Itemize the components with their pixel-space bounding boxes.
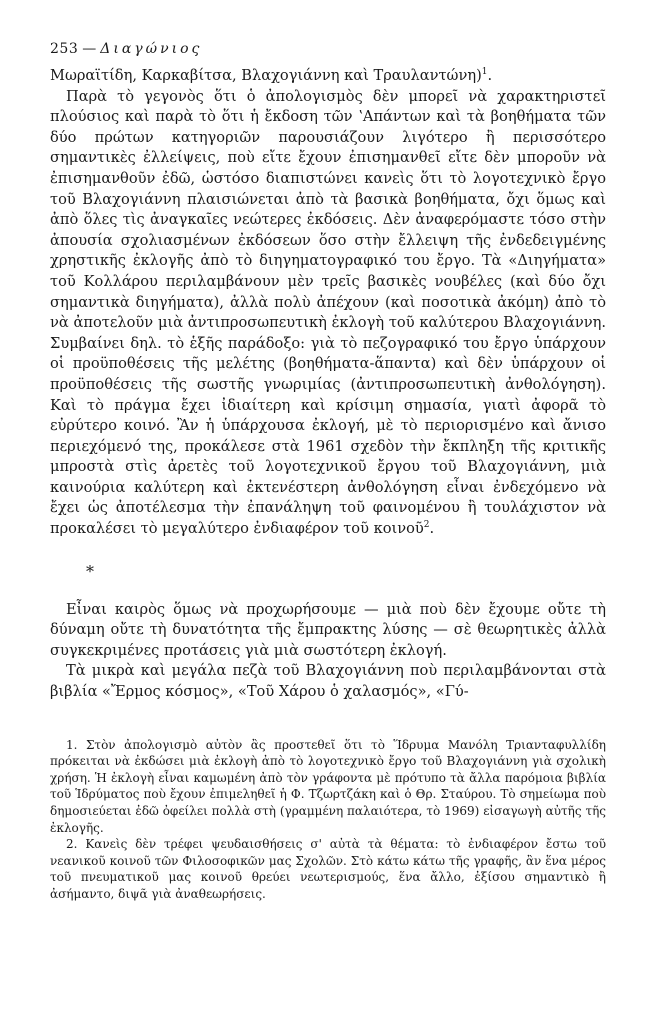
footnote-2: 2. Κανεὶς δὲν τρέφει ψευδαισθήσεις σ' αὐτὰ τὰ θέματα: τὸ ἐνδιαφέρον ἔστω τοῦ νεανικοῦ κοινοῦ τῶν Φιλοσοφικῶν μας Σχολῶν. Στὸ κάτω κάτω τῆς γραφῆς, ἂν ἕνα μέρος τοῦ πνευματικοῦ μας κοινοῦ θρεύει νεωτερισμούς, ἕνα ἄλλο, ἐξίσου σημαντικὸ ἢ ἀσήμαντο, διψᾶ γιὰ ἀναθεωρήσεις. xyxy=(50,837,606,901)
section-break-asterisk: * xyxy=(86,561,94,581)
paragraph-2-text: Παρὰ τὸ γεγονὸς ὅτι ὁ ἀπολογισμὸς δὲν μπορεῖ νὰ χαρακτηριστεῖ πλούσιος καὶ παρὰ τὸ ὅτι ἡ ἔκδοση τῶν ʽΑπάντων καὶ τὰ βοηθήματα τῶν δύο πρώτων κατηγοριῶν παρουσιάζουν λιγότερο ἢ περισσότερο σημαντικὲς ἐλλείψεις, ποὺ εἴτε ἔχουν ἐπισημανθεῖ εἴτε δὲν μποροῦν νὰ ἐπισημανθοῦν ἐδῶ, ὡστόσο διαπιστώνει κανεὶς ὅτι τὸ λογοτεχνικὸ ἔργο τοῦ Βλαχογιάννη πλαισιώνεται ἀπὸ τὰ βασικὰ βοηθήματα, ὄχι ὅμως καὶ ἀπὸ ὅλες τὶς ἀναγκαῖες νεώτερες ἐκδόσεις. Δὲν ἀναφερόμαστε τόσο στὴν ἀπουσία σχολιασμένων ἐκδόσεων ὅσο στὴν ἔλλειψη τῆς ἐνδεδειγμένης χρηστικῆς ἐκλογῆς ἀπὸ τὸ διηγηματογραφικό του ἔργο. Τὰ «Διηγήματα» τοῦ Κολλάρου περιλαμβάνουν μὲν τρεῖς βασικὲς νουβέλες (καὶ δύο ὄχι σημαντικὰ διηγήματα), ἀλλὰ πολὺ ἀπέχουν (καὶ ποσοτικὰ ἀκόμη) ἀπὸ τὸ νὰ ἀποτελοῦν μιὰ ἀντιπροσωπευτικὴ ἐκλογὴ τοῦ καλύτερου Βλαχογιάννη. Συμβαίνει δηλ. τὸ ἑξῆς παράδοξο: γιὰ τὸ πεζογραφικό του ἔργο ὑπάρχουν οἱ προϋποθέσεις τῆς μελέτης (βοηθήματα-ἅπαντα) καὶ δὲν ὑπάρχουν οἱ προϋποθέσεις τῆς σωστῆς γνωριμίας (ἀντιπροσωπευτικὴ ἀνθολόγηση). Καὶ τὸ πράγμα ἔχει ἰδιαίτερη καὶ κρίσιμη σημασία, γιατὶ ἀφορᾶ τὸ εὐρύτερο κοινό. Ἂν ἡ ὑπάρχουσα ἐκλογή, μὲ τὸ περιορισμένο καὶ ἄνισο περιεχόμενό της, προκάλεσε στὰ 1961 σχεδὸν τὴν ἔκπληξη τῆς κριτικῆς μπροστὰ στὶς ἀρετὲς τοῦ λογοτεχνικοῦ ἔργου τοῦ Βλαχογιάννη, μιὰ καινούρια καλύτερη καὶ ἐκτενέστερη ἀνθολόγηση εἶναι ἐνδεχόμενο νὰ ἔχει ὡς ἀποτέλεσμα τὴν ἐπανάληψη τοῦ φαινομένου ἢ τουλάχιστον νὰ προκαλέσει τὸ μεγαλύτερο ἐνδιαφέρον τοῦ κοινοῦ xyxy=(50,87,606,538)
document-page xyxy=(50,40,606,1000)
running-head xyxy=(50,40,606,66)
footnotes xyxy=(50,737,606,903)
footnote-1: 1. Στὸν ἀπολογισμὸ αὐτὸν ἂς προστεθεῖ ὅτι τὸ Ἵδρυμα Μανόλη Τριανταφυλλίδη πρόκειται νὰ ἐκδώσει μιὰ ἐκλογὴ ἀπὸ τὸ λογοτεχνικὸ ἔργο τοῦ Βλαχογιάννη γιὰ σχολικὴ χρήση. Ἡ ἐκλογὴ εἶναι καμωμένη ἀπὸ τὸν γράφοντα μὲ πρότυπο τὰ ἄλλα παρόμοια βιβλία τοῦ Ἱδρύματος ποὺ ἔχουν ἐπιμεληθεῖ ἡ Φ. Τζωρτζάκη καὶ ὁ Θρ. Σταύρου. Τὸ σημείωμα ποὺ δημοσιεύεται ἐδῶ ὀφείλει πολλὰ στὴ (γραμμένη παλαιότερα, τὸ 1969) εἰσαγωγὴ αὐτῆς τῆς ἐκλογῆς. xyxy=(50,737,606,835)
paragraph-2 xyxy=(50,87,606,540)
page-number: 253 xyxy=(50,41,79,57)
paragraph-1-end: . xyxy=(487,67,493,84)
paragraph-3: Εἶναι καιρὸς ὅμως νὰ προχωρήσουμε — μιὰ ποὺ δὲν ἔχουμε οὔτε τὴ δύναμη οὔτε τὴ δυνατότητα τῆς ἔμπρακτης λύσης — σὲ θεωρητικὲς ἀλλὰ συγκεκριμένες προτάσεις γιὰ μιὰ σωστότερη ἐκλογή. xyxy=(50,600,606,659)
journal-title: Διαγώνιος xyxy=(100,41,203,57)
paragraph-1-text: Μωραϊτίδη, Καρκαβίτσα, Βλαχογιάννη καὶ Τραυλαντώνη) xyxy=(50,67,482,84)
footnote-ref-1: 1 xyxy=(481,67,488,78)
footnote-ref-2: 2 xyxy=(423,520,430,531)
paragraph-2-end: . xyxy=(429,520,435,538)
paragraph-4: Τὰ μικρὰ καὶ μεγάλα πεζὰ τοῦ Βλαχογιάννη ποὺ περιλαμβάνονται στὰ βιβλία «Ἔρμος κόσμος», «Τοῦ Χάρου ὁ χαλασμός», «Γύ- xyxy=(50,662,606,701)
running-head-separator: — xyxy=(82,41,97,57)
main-text xyxy=(50,66,606,703)
paragraph-1 xyxy=(50,66,606,87)
